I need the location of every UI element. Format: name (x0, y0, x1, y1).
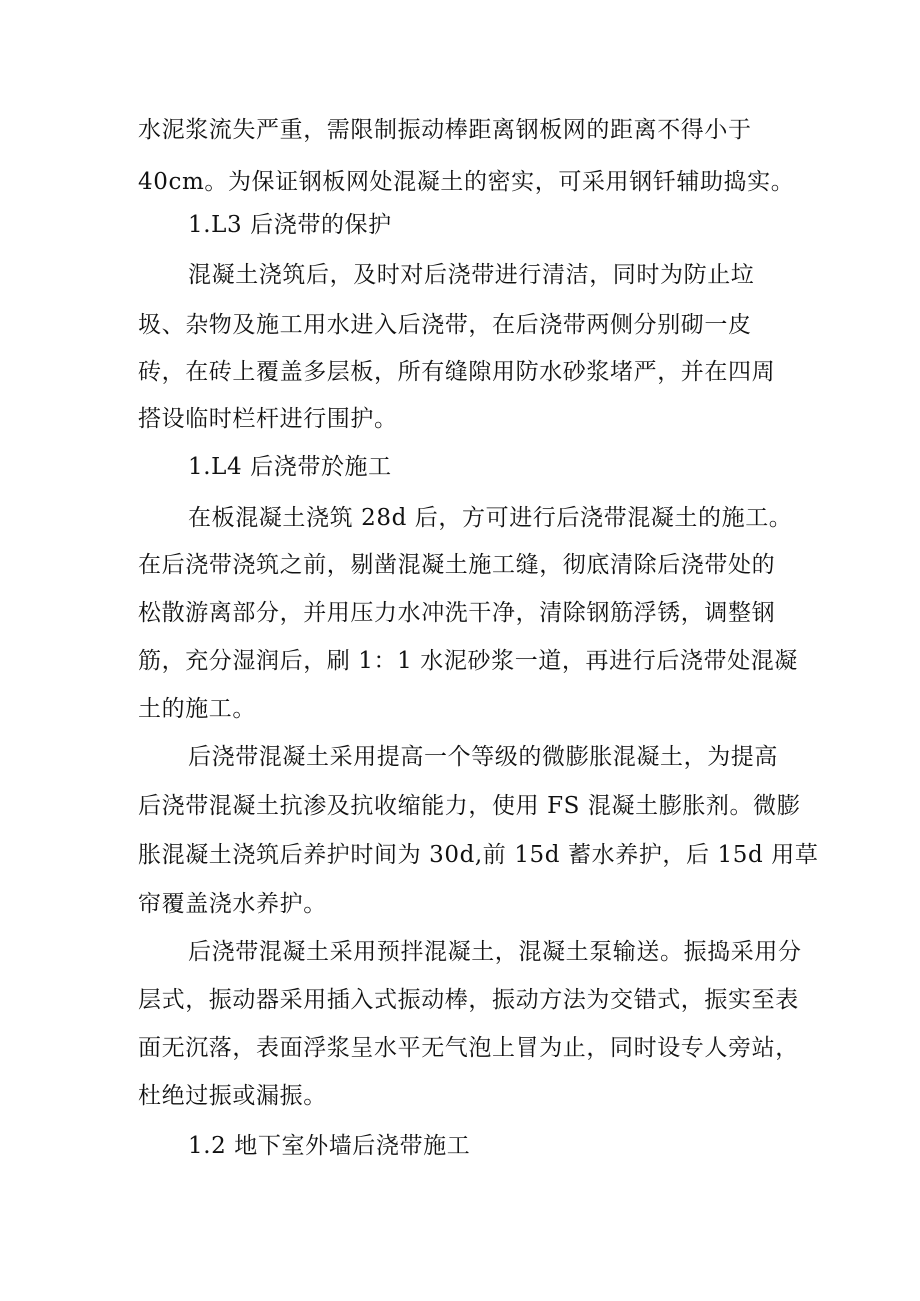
paragraph-line: 在板混凝土浇筑 28d 后，方可进行后浇带混凝土的施工。 (188, 505, 793, 531)
paragraph-line: 帘覆盖浇水养护。 (138, 891, 327, 917)
paragraph-line: 后浇带混凝土采用提高一个等级的微膨胀混凝土，为提高 (188, 744, 778, 770)
paragraph-line: 层式，振动器采用插入式振动棒，振动方法为交错式，振实至表 (138, 987, 799, 1013)
paragraph-line: 杜绝过振或漏振。 (138, 1083, 327, 1109)
section-heading: 1.L4 后浇带於施工 (188, 454, 392, 480)
paragraph-line: 后浇带混凝土采用预拌混凝土，混凝土泵输送。振捣采用分 (188, 939, 802, 965)
paragraph-line: 混凝土浇筑后，及时对后浇带进行清洁，同时为防止垃 (188, 262, 755, 288)
paragraph-line: 40cm。为保证钢板网处混凝土的密实，可采用钢钎辅助捣实。 (138, 169, 795, 195)
paragraph-line: 圾、杂物及施工用水进入后浇带，在后浇带两侧分别砌一皮 (138, 312, 752, 338)
section-heading: 1.2 地下室外墙后浇带施工 (188, 1133, 471, 1159)
paragraph-line: 水泥浆流失严重，需限制振动棒距离钢板网的距离不得小于 (138, 117, 752, 143)
section-heading: 1.L3 后浇带的保护 (188, 212, 392, 238)
paragraph-line: 在后浇带浇筑之前，剔凿混凝土施工缝，彻底清除后浇带处的 (138, 552, 776, 578)
paragraph-line: 筋，充分湿润后，刷 1：1 水泥砂浆一道，再进行后浇带处混凝 (138, 648, 798, 674)
paragraph-line: 土的施工。 (138, 696, 256, 722)
paragraph-line: 砖，在砖上覆盖多层板，所有缝隙用防水砂浆堵严，并在四周 (138, 359, 776, 385)
paragraph-line: 后浇带混凝土抗渗及抗收缩能力，使用 FS 混凝土膨胀剂。微膨 (138, 793, 801, 819)
paragraph-line: 松散游离部分，并用压力水冲洗干净，清除钢筋浮锈，调整钢 (138, 600, 776, 626)
paragraph-line: 面无沉落，表面浮浆呈水平无气泡上冒为止，同时设专人旁站， (138, 1035, 799, 1061)
paragraph-line: 搭设临时栏杆进行围护。 (138, 406, 398, 432)
paragraph-line: 胀混凝土浇筑后养护时间为 30d,前 15d 蓄水养护，后 15d 用草 (138, 842, 819, 868)
